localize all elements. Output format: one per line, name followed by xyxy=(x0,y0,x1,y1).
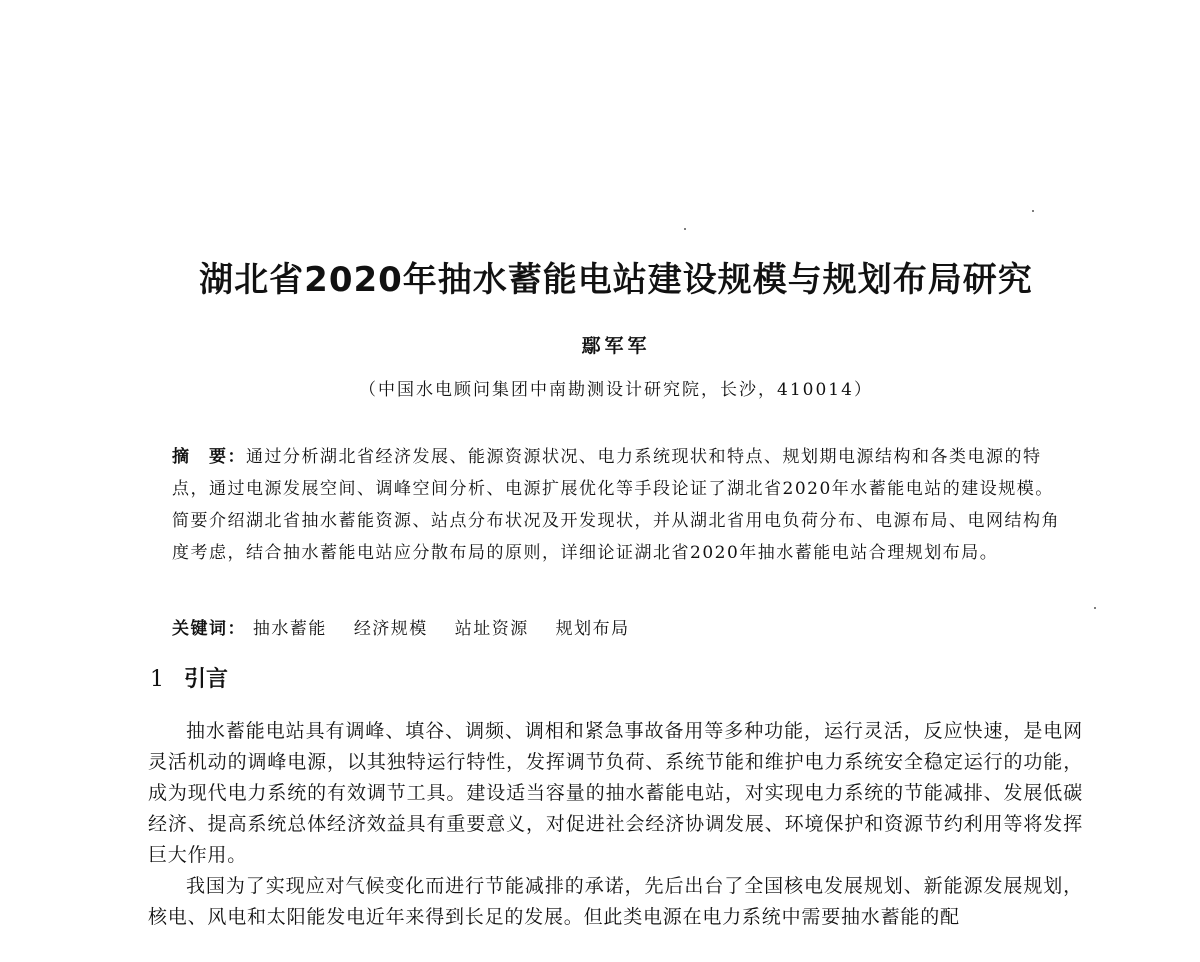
scan-speck xyxy=(1032,210,1034,212)
scan-speck xyxy=(1094,607,1096,609)
author-affiliation: （中国水电顾问集团中南勘测设计研究院，长沙，410014） xyxy=(359,380,873,400)
abstract-text: 通过分析湖北省经济发展、能源资源状况、电力系统现状和特点、规划期电源结构和各类电源的特点，通过电源发展空间、调峰空间分析、电源扩展优化等手段论证了湖北省2020年水蓄能电站的建设规模。简要介绍湖北省抽水蓄能资源、站点分布状况及开发现状，并从湖北省用电负荷分布、电源布局、电网结构角度考虑，结合抽水蓄能电站应分散布局的原则，详细论证湖北省2020年抽水蓄能电站合理规划布局。 xyxy=(172,447,1060,563)
keywords-label: 关键词： xyxy=(172,619,246,639)
keyword: 抽水蓄能 xyxy=(252,619,327,639)
scan-speck xyxy=(684,228,686,230)
keyword: 规划布局 xyxy=(555,619,630,639)
body-paragraph: 抽水蓄能电站具有调峰、填谷、调频、调相和紧急事故备用等多种功能，运行灵活，反应快速，是电网灵活机动的调峰电源，以其独特运行特性，发挥调节负荷、系统节能和维护电力系统安全稳定运行的功能，成为现代电力系统的有效调节工具。建设适当容量的抽水蓄能电站，对实现电力系统的节能减排、发展低碳经济、提高系统总体经济效益具有重要意义，对促进社会经济协调发展、环境保护和资源节约利用等将发挥巨大作用。 xyxy=(148,720,1083,866)
abstract-label: 摘 要： xyxy=(172,447,246,467)
body-text xyxy=(148,716,1083,933)
paper-title: 湖北省2020年抽水蓄能电站建设规模与规划布局研究 xyxy=(199,260,1033,300)
body-paragraph: 我国为了实现应对气候变化而进行节能减排的承诺，先后出台了全国核电发展规划、新能源发展规划，核电、风电和太阳能发电近年来得到长足的发展。但此类电源在电力系统中需要抽水蓄能的配 xyxy=(148,875,1083,928)
section-number: 1 xyxy=(150,667,164,692)
keywords xyxy=(172,614,1062,639)
section-heading xyxy=(150,662,228,693)
author-name: 鄢军军 xyxy=(581,335,651,357)
keyword: 经济规模 xyxy=(353,619,428,639)
section-title: 引言 xyxy=(184,667,229,692)
abstract xyxy=(172,441,1062,569)
keyword: 站址资源 xyxy=(454,619,529,639)
